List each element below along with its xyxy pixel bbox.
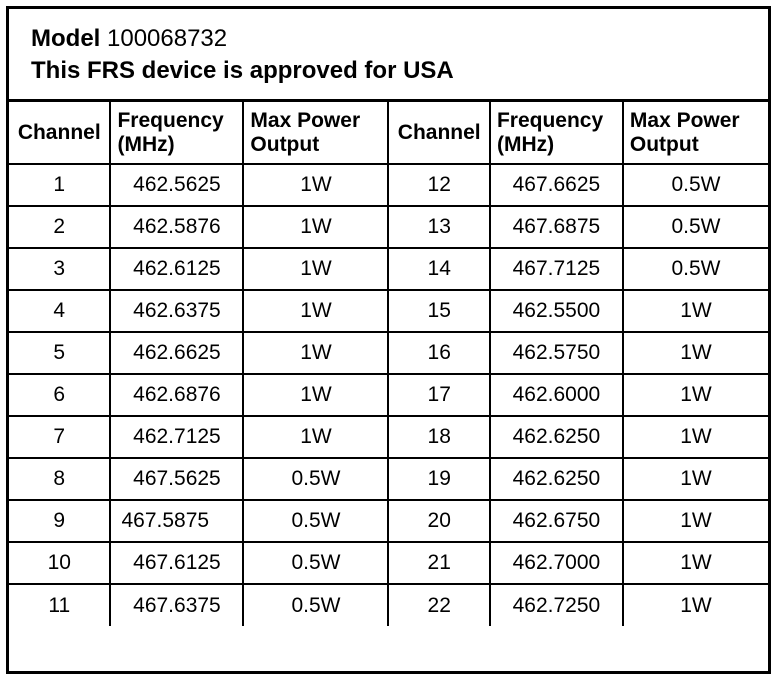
frequency-table [9, 102, 768, 626]
table-row [9, 164, 768, 206]
column-header-frequency-2: Frequency (MHz) [490, 102, 623, 164]
column-header-frequency-1: Frequency (MHz) [110, 102, 243, 164]
cell-power-2: 1W [623, 500, 768, 542]
table-row [9, 248, 768, 290]
cell-channel-2: 18 [388, 416, 489, 458]
cell-channel-2: 13 [388, 206, 489, 248]
cell-frequency-2: 467.6875 [490, 206, 623, 248]
cell-power-1: 0.5W [243, 500, 388, 542]
cell-channel-2: 21 [388, 542, 489, 584]
frs-frequency-table-card [6, 6, 771, 674]
table-row [9, 290, 768, 332]
column-header-max-power-1: Max Power Output [243, 102, 388, 164]
cell-channel-1: 1 [9, 164, 110, 206]
column-header-max-power-2: Max Power Output [623, 102, 768, 164]
cell-channel-2: 19 [388, 458, 489, 500]
cell-channel-2: 14 [388, 248, 489, 290]
cell-frequency-1: 462.6125 [110, 248, 243, 290]
cell-channel-2: 12 [388, 164, 489, 206]
cell-frequency-1: 462.6375 [110, 290, 243, 332]
cell-frequency-2: 467.6625 [490, 164, 623, 206]
cell-channel-2: 15 [388, 290, 489, 332]
cell-frequency-1: 462.7125 [110, 416, 243, 458]
cell-frequency-1: 462.5876 [110, 206, 243, 248]
model-label: Model [31, 25, 101, 52]
table-row [9, 374, 768, 416]
table-row [9, 500, 768, 542]
cell-frequency-2: 462.6000 [490, 374, 623, 416]
table-row [9, 584, 768, 626]
cell-channel-1: 10 [9, 542, 110, 584]
cell-frequency-1: 467.6375 [110, 584, 243, 626]
table-row [9, 416, 768, 458]
cell-channel-2: 16 [388, 332, 489, 374]
cell-frequency-1: 467.5875 [110, 500, 243, 542]
cell-power-1: 1W [243, 290, 388, 332]
cell-power-2: 1W [623, 458, 768, 500]
cell-channel-1: 7 [9, 416, 110, 458]
cell-frequency-1: 467.6125 [110, 542, 243, 584]
table-row [9, 542, 768, 584]
cell-frequency-2: 462.6750 [490, 500, 623, 542]
cell-power-1: 1W [243, 164, 388, 206]
table-row [9, 206, 768, 248]
cell-channel-1: 5 [9, 332, 110, 374]
cell-power-1: 0.5W [243, 584, 388, 626]
cell-power-2: 0.5W [623, 164, 768, 206]
model-value: 100068732 [107, 25, 228, 52]
column-header-channel-1: Channel [9, 102, 110, 164]
approval-line: This FRS device is approved for USA [31, 57, 454, 84]
cell-frequency-2: 462.5500 [490, 290, 623, 332]
cell-power-2: 0.5W [623, 248, 768, 290]
cell-power-2: 0.5W [623, 206, 768, 248]
cell-channel-1: 9 [9, 500, 110, 542]
cell-channel-2: 20 [388, 500, 489, 542]
cell-frequency-2: 462.7000 [490, 542, 623, 584]
cell-channel-1: 2 [9, 206, 110, 248]
cell-channel-2: 22 [388, 584, 489, 626]
table-header-row [9, 102, 768, 164]
table-row [9, 458, 768, 500]
cell-power-1: 1W [243, 206, 388, 248]
cell-power-1: 1W [243, 248, 388, 290]
model-line [31, 23, 768, 55]
cell-power-2: 1W [623, 290, 768, 332]
cell-frequency-2: 462.5750 [490, 332, 623, 374]
table-row [9, 332, 768, 374]
cell-frequency-2: 467.7125 [490, 248, 623, 290]
cell-frequency-1: 462.6625 [110, 332, 243, 374]
cell-frequency-1: 467.5625 [110, 458, 243, 500]
cell-power-1: 1W [243, 332, 388, 374]
cell-channel-1: 6 [9, 374, 110, 416]
cell-power-2: 1W [623, 542, 768, 584]
cell-power-1: 0.5W [243, 458, 388, 500]
cell-power-2: 1W [623, 584, 768, 626]
cell-power-1: 1W [243, 374, 388, 416]
cell-frequency-2: 462.6250 [490, 416, 623, 458]
cell-frequency-2: 462.6250 [490, 458, 623, 500]
cell-channel-1: 4 [9, 290, 110, 332]
cell-power-1: 0.5W [243, 542, 388, 584]
column-header-channel-2: Channel [388, 102, 489, 164]
cell-power-2: 1W [623, 416, 768, 458]
cell-power-1: 1W [243, 416, 388, 458]
cell-frequency-2: 462.7250 [490, 584, 623, 626]
cell-power-2: 1W [623, 332, 768, 374]
cell-power-2: 1W [623, 374, 768, 416]
cell-channel-1: 11 [9, 584, 110, 626]
cell-channel-1: 8 [9, 458, 110, 500]
cell-channel-1: 3 [9, 248, 110, 290]
cell-frequency-1: 462.5625 [110, 164, 243, 206]
table-header-block [9, 9, 768, 102]
cell-channel-2: 17 [388, 374, 489, 416]
cell-frequency-1: 462.6876 [110, 374, 243, 416]
